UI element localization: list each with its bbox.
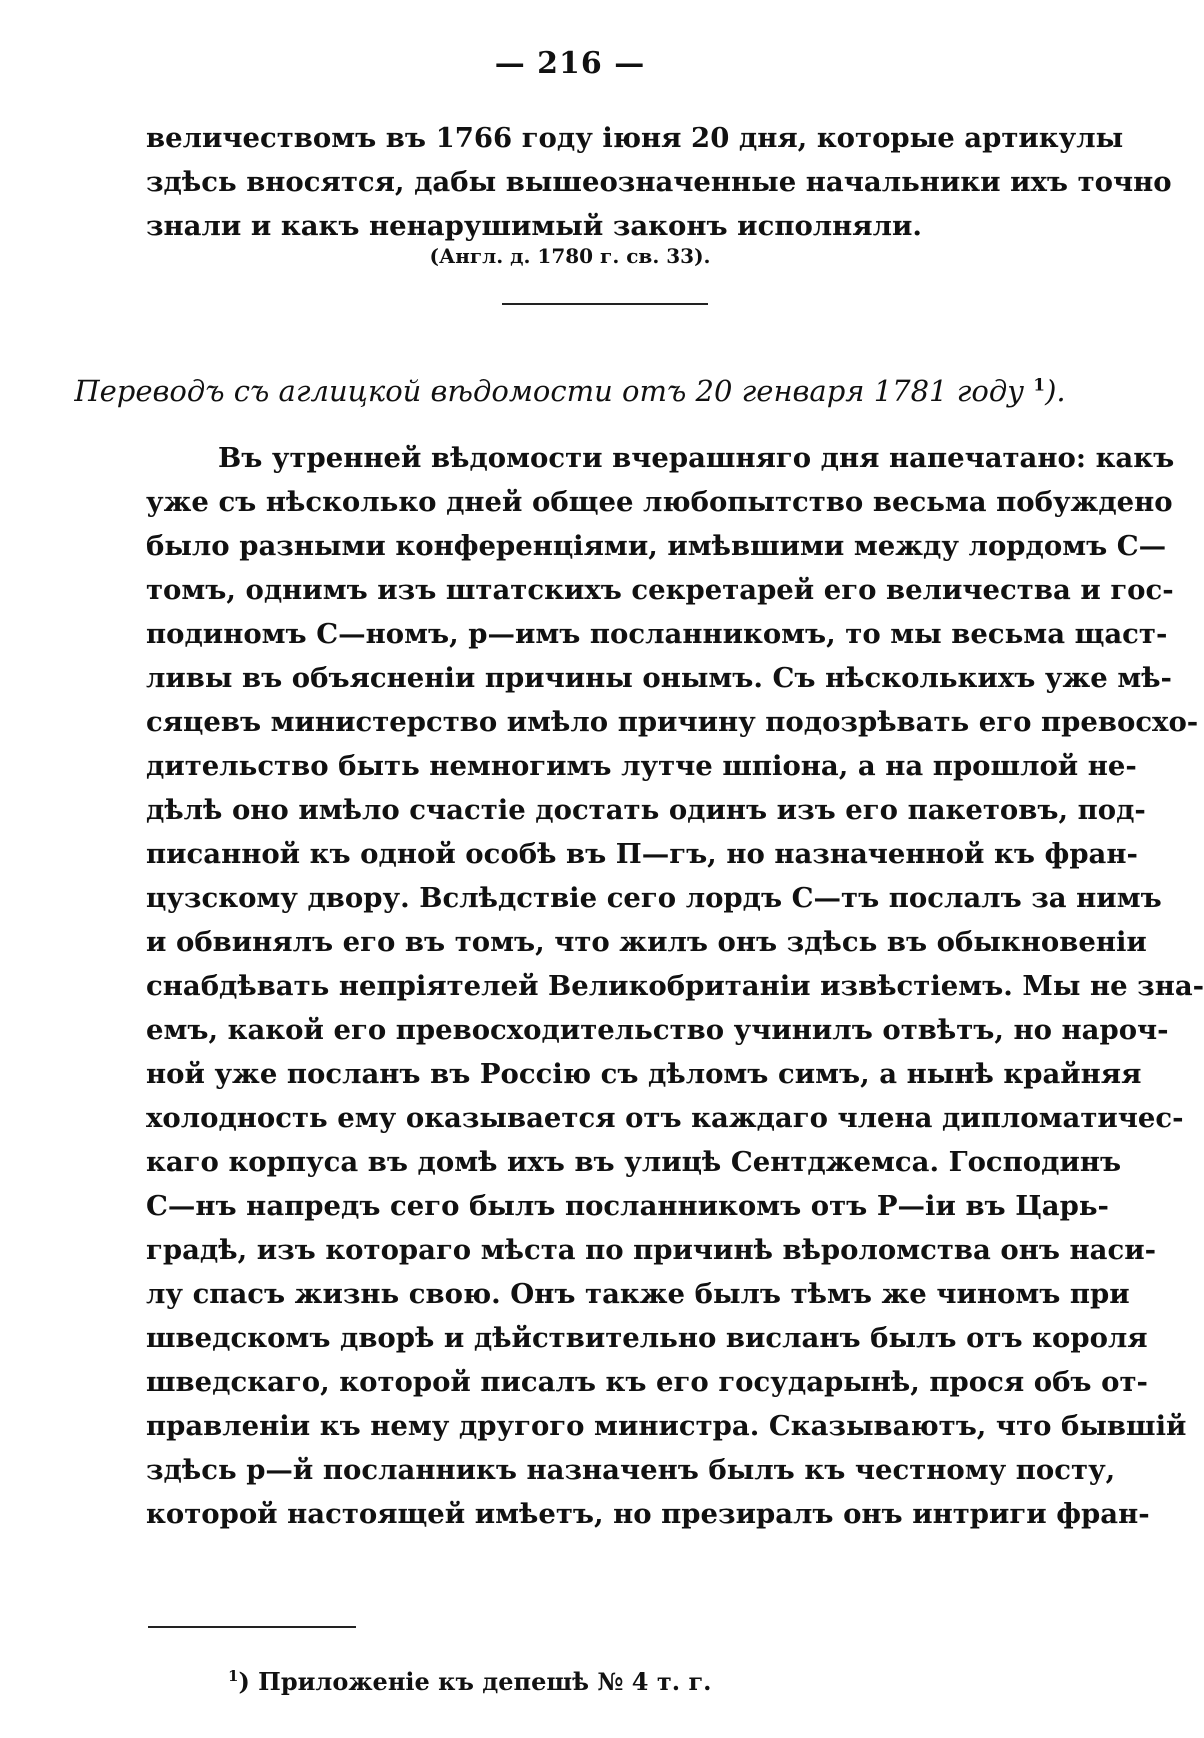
heading-close: ). bbox=[1045, 374, 1066, 408]
text-line: подиномъ С—номъ, р—имъ посланникомъ, то мы весьма щаст- bbox=[146, 618, 1168, 650]
text-line: шведскаго, которой писалъ къ его государынѣ, прося объ от- bbox=[146, 1366, 1148, 1398]
text-line: градѣ, изъ котораго мѣста по причинѣ вѣроломства онъ наси- bbox=[146, 1234, 1157, 1266]
text-line: уже съ нѣсколько дней общее любопытство весьма побуждено bbox=[146, 486, 1173, 518]
archive-reference: (Англ. д. 1780 г. св. 33). bbox=[429, 244, 711, 268]
footnote-number: 1 bbox=[228, 1667, 239, 1685]
section-divider bbox=[502, 303, 708, 305]
text-line: каго корпуса въ домѣ ихъ въ улицѣ Сентджемса. Господинъ bbox=[146, 1146, 1122, 1178]
text-line: Въ утренней вѣдомости вчерашняго дня напечатано: какъ bbox=[218, 442, 1175, 474]
text-line: холодность ему оказывается отъ каждаго члена дипломатичес- bbox=[146, 1102, 1184, 1134]
footnote bbox=[228, 1667, 712, 1696]
text-line: дѣлѣ оно имѣло счастіе достать одинъ изъ его пакетовъ, под- bbox=[146, 794, 1146, 826]
text-line: ной уже посланъ въ Россію съ дѣломъ симъ, а нынѣ крайняя bbox=[146, 1058, 1142, 1090]
text-line: которой настоящей имѣетъ, но презиралъ онъ интриги фран- bbox=[146, 1498, 1150, 1530]
text-line: снабдѣвать непріятелей Великобританіи извѣстіемъ. Мы не зна- bbox=[146, 970, 1204, 1002]
text-line: ливы въ объясненіи причины онымъ. Съ нѣсколькихъ уже мѣ- bbox=[146, 662, 1172, 694]
text-line: лу спасъ жизнь свою. Онъ также былъ тѣмъ же чиномъ при bbox=[146, 1278, 1130, 1310]
text-line: емъ, какой его превосходительство учинилъ отвѣтъ, но нароч- bbox=[146, 1014, 1169, 1046]
text-line: шведскомъ дворѣ и дѣйствительно висланъ былъ отъ короля bbox=[146, 1322, 1148, 1354]
text-line: величествомъ въ 1766 году іюня 20 дня, которые артикулы bbox=[146, 122, 1124, 154]
text-line: С—нъ напредъ сего былъ посланникомъ отъ Р—іи въ Царь- bbox=[146, 1190, 1109, 1222]
text-line: писанной къ одной особѣ въ П—гъ, но назначенной къ фран- bbox=[146, 838, 1138, 870]
text-line: здѣсь вносятся, дабы вышеозначенные начальники ихъ точно bbox=[146, 166, 1172, 198]
footnote-text: ) Приложеніе къ депешѣ № 4 т. г. bbox=[238, 1667, 712, 1696]
text-line: правленіи къ нему другого министра. Сказываютъ, что бывшій bbox=[146, 1410, 1187, 1442]
heading-text: Переводъ съ аглицкой вѣдомости отъ 20 генваря 1781 году bbox=[74, 374, 1025, 408]
footnote-divider bbox=[148, 1626, 356, 1628]
footnote-marker: 1 bbox=[1033, 375, 1046, 396]
text-line: томъ, однимъ изъ штатскихъ секретарей его величества и гос- bbox=[146, 574, 1174, 606]
text-line: цузскому двору. Вслѣдствіе сего лордъ С—тъ послалъ за нимъ bbox=[146, 882, 1162, 914]
intro-paragraph bbox=[146, 116, 1172, 248]
section-heading bbox=[0, 374, 1140, 408]
body-paragraph bbox=[146, 436, 1204, 1536]
text-line: здѣсь р—й посланникъ назначенъ былъ къ честному посту, bbox=[146, 1454, 1116, 1486]
page-number: — 216 — bbox=[494, 46, 646, 81]
text-line: знали и какъ ненарушимый законъ исполняли. bbox=[146, 210, 922, 242]
text-line: сяцевъ министерство имѣло причину подозрѣвать его превосхо- bbox=[146, 706, 1199, 738]
text-line: дительство быть немногимъ лутче шпіона, а на прошлой не- bbox=[146, 750, 1137, 782]
text-line: было разными конференціями, имѣвшими между лордомъ С— bbox=[146, 530, 1167, 562]
text-line: и обвинялъ его въ томъ, что жилъ онъ здѣсь въ обыкновеніи bbox=[146, 926, 1147, 958]
